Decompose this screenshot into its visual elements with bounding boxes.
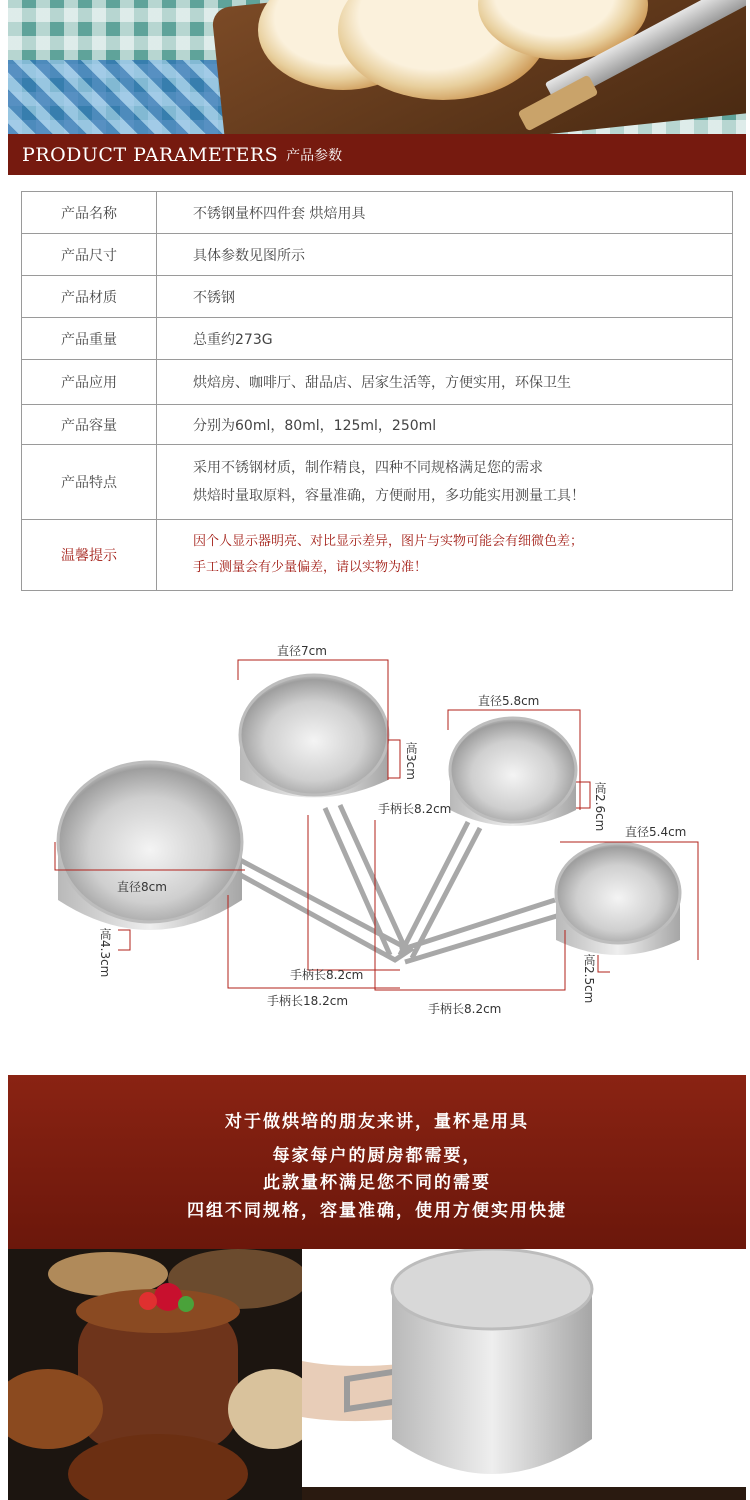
table-row xyxy=(22,318,733,360)
height-label-3cm: 高3cm xyxy=(404,742,418,780)
param-value: 分别为60ml，80ml，125ml，250ml xyxy=(157,405,733,445)
handle-length-label: 手柄长8.2cm xyxy=(428,1002,502,1016)
height-label-2-6cm: 高2.6cm xyxy=(593,782,607,832)
table-row xyxy=(22,234,733,276)
cup-handles xyxy=(235,805,560,962)
cups-dimension-diagram xyxy=(0,610,750,1060)
table-row xyxy=(22,405,733,445)
param-key: 产品重量 xyxy=(22,318,157,360)
param-value: 具体参数见图所示 xyxy=(157,234,733,276)
param-key: 产品应用 xyxy=(22,360,157,405)
cup-5-4cm xyxy=(556,843,680,955)
height-label-2-5cm: 高2.5cm xyxy=(582,954,596,1004)
table-row xyxy=(22,192,733,234)
promo-banner xyxy=(8,1075,746,1249)
cup-closeup-illustration xyxy=(302,1249,746,1500)
table-row xyxy=(22,445,733,520)
parameters-table xyxy=(21,191,733,591)
diameter-label-8cm: 直径8cm xyxy=(117,880,167,894)
banner-line: 对于做烘培的朋友来讲，量杯是用具 xyxy=(225,1112,529,1132)
tip-line: 因个人显示器明亮、对比显示差异，图片与实物可能会有细微色差； xyxy=(193,534,584,549)
handle-length-label: 手柄长8.2cm xyxy=(378,802,452,816)
param-key: 产品特点 xyxy=(22,445,157,520)
cup-7cm xyxy=(240,675,388,798)
param-value: 不锈钢 xyxy=(157,276,733,318)
section-title-cn: 产品参数 xyxy=(286,147,343,164)
param-value: 总重约273G xyxy=(157,318,733,360)
banner-line: 四组不同规格，容量准确，使用方便实用快捷 xyxy=(187,1201,567,1221)
table-row xyxy=(22,360,733,405)
feature-line: 采用不锈钢材质，制作精良，四种不同规格满足您的需求 xyxy=(193,460,543,476)
param-key: 温馨提示 xyxy=(22,520,157,591)
section-title-bar xyxy=(8,134,746,175)
param-value xyxy=(157,445,733,520)
handle-length-label: 手柄长8.2cm xyxy=(290,968,364,982)
tip-line: 手工测量会有少量偏差，请以实物为准！ xyxy=(193,560,428,575)
cup-5-8cm xyxy=(450,718,576,826)
feature-line: 烘焙时量取原料，容量准确，方便耐用，多功能实用测量工具！ xyxy=(193,488,585,504)
section-title-en: PRODUCT PARAMETERS xyxy=(22,143,279,166)
param-key: 产品容量 xyxy=(22,405,157,445)
param-key: 产品名称 xyxy=(22,192,157,234)
handle-length-label: 手柄长18.2cm xyxy=(267,994,349,1008)
cup-closeup-photo xyxy=(302,1249,746,1500)
diameter-label-5-4cm: 直径5.4cm xyxy=(625,825,687,839)
diameter-label-7cm: 直径7cm xyxy=(277,644,327,658)
height-label-4-3cm: 高4.3cm xyxy=(98,928,112,978)
table-row xyxy=(22,520,733,591)
param-value: 烘焙房、咖啡厅、甜品店、居家生活等，方便实用，环保卫生 xyxy=(157,360,733,405)
diameter-label-5-8cm: 直径5.8cm xyxy=(478,694,540,708)
param-key: 产品尺寸 xyxy=(22,234,157,276)
banner-line: 每家每户的厨房都需要， xyxy=(272,1146,482,1166)
cup-8cm xyxy=(58,762,242,930)
banner-line: 此款量杯满足您不同的需要 xyxy=(263,1173,491,1193)
param-key: 产品材质 xyxy=(22,276,157,318)
cake-illustration xyxy=(8,1249,302,1500)
hero-bread-image xyxy=(8,0,746,134)
cake-photo xyxy=(8,1249,302,1500)
table-row xyxy=(22,276,733,318)
param-value xyxy=(157,520,733,591)
param-value: 不锈钢量杯四件套 烘焙用具 xyxy=(157,192,733,234)
